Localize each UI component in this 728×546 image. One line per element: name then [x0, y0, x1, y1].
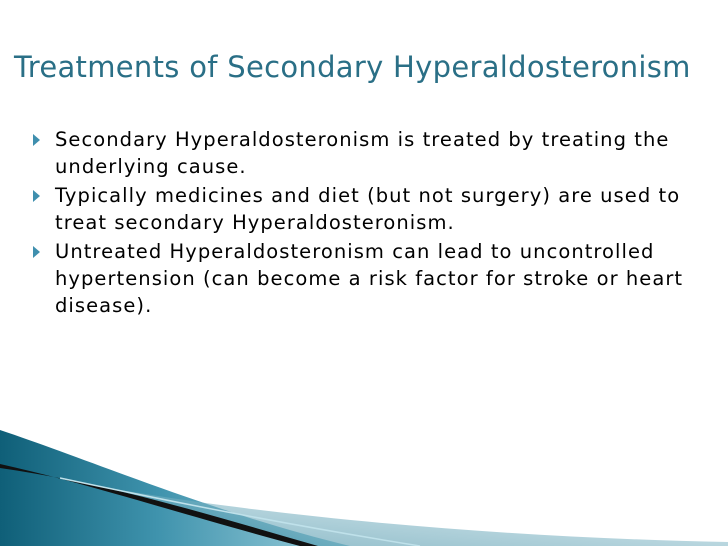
- bullet-text: Secondary Hyperaldosteronism is treated by treating the underlying cause.: [55, 128, 670, 178]
- bullet-text: Untreated Hyperaldosteronism can lead to uncontrolled hypertension (can become a risk factor for stroke or heart disease).: [55, 240, 684, 317]
- slide-title: Treatments of Secondary Hyperaldosteronism: [14, 50, 691, 84]
- list-item: [33, 182, 703, 236]
- footer-swoosh-decoration: [0, 420, 728, 546]
- list-item: [33, 238, 703, 319]
- bullet-text: Typically medicines and diet (but not surgery) are used to treat secondary Hyperaldosteronism.: [55, 184, 681, 234]
- triangle-right-icon: [33, 246, 40, 258]
- triangle-right-icon: [33, 190, 40, 202]
- triangle-right-icon: [33, 134, 40, 146]
- bullet-list: [33, 126, 703, 321]
- list-item: [33, 126, 703, 180]
